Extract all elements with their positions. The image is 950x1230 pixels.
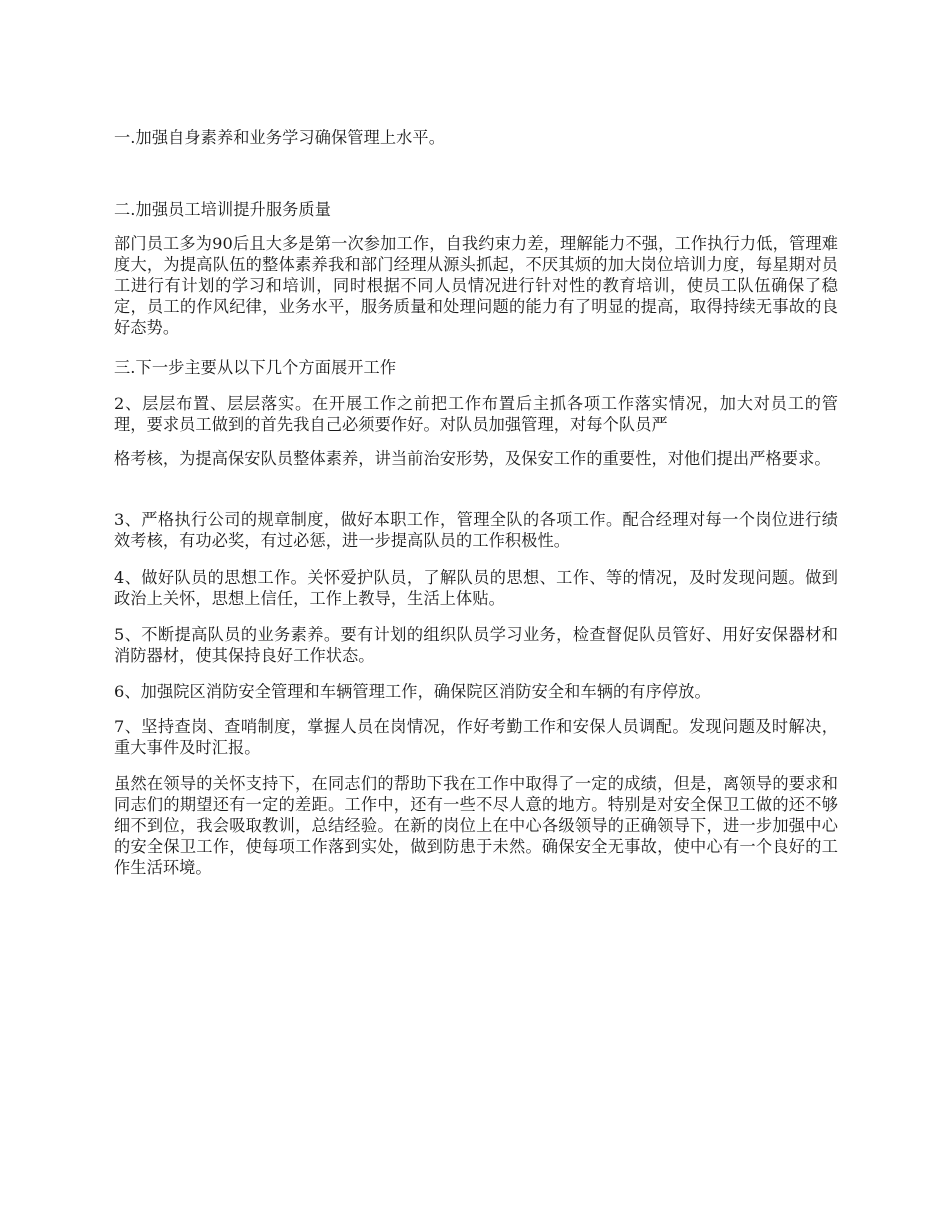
list-item-4: 4、做好队员的思想工作。关怀爱护队员，了解队员的思想、工作、等的情况，及时发现问题。做到政治上关怀，思想上信任，工作上教导，生活上体贴。 [114, 568, 838, 608]
list-item-7: 7、坚持查岗、查哨制度，掌握人员在岗情况，作好考勤工作和安保人员调配。发现问题及时解决，重大事件及时汇报。 [114, 717, 838, 757]
heading-section-3: 三.下一步主要从以下几个方面展开工作 [114, 358, 397, 377]
paragraph-conclusion: 虽然在领导的关怀支持下，在同志们的帮助下我在工作中取得了一定的成绩，但是，离领导的要求和同志们的期望还有一定的差距。工作中，还有一些不尽人意的地方。特别是对安全保卫工做的还不够细不到位，我会吸取教训，总结经验。在新的岗位上在中心各级领导的正确领导下，进一步加强中心的安全保卫工作，使每项工作落到实处，做到防患于未然。确保安全无事故，使中心有一个良好的工作生活环境。 [114, 774, 838, 877]
list-item-2: 2、层层布置、层层落实。在开展工作之前把工作布置后主抓各项工作落实情况，加大对员工的管理，要求员工做到的首先我自己必须要作好。对队员加强管理，对每个队员严 [114, 394, 838, 434]
list-item-3: 3、严格执行公司的规章制度，做好本职工作，管理全队的各项工作。配合经理对每一个岗位进行绩效考核，有功必奖，有过必惩，进一步提高队员的工作积极性。 [114, 510, 838, 550]
list-item-6: 6、加强院区消防安全管理和车辆管理工作，确保院区消防安全和车辆的有序停放。 [114, 682, 711, 701]
heading-section-2: 二.加强员工培训提升服务质量 [114, 200, 331, 219]
list-item-5: 5、不断提高队员的业务素养。要有计划的组织队员学习业务，检查督促队员管好、用好安保器材和消防器材，使其保持良好工作状态。 [114, 625, 838, 665]
paragraph-staff-training: 部门员工多为90后且大多是第一次参加工作，自我约束力差，理解能力不强，工作执行力低，管理难度大，为提高队伍的整体素养我和部门经理从源头抓起，不厌其烦的加大岗位培训力度，每星期对员工进行有计划的学习和培训，同时根据不同人员情况进行针对性的教育培训，使员工队伍确保了稳定，员工的作风纪律，业务水平，服务质量和处理问题的能力有了明显的提高，取得持续无事故的良好态势。 [114, 234, 838, 337]
heading-section-1: 一.加强自身素养和业务学习确保管理上水平。 [114, 128, 445, 147]
list-item-2-continued: 格考核，为提高保安队员整体素养，讲当前治安形势，及保安工作的重要性，对他们提出严格要求。 [114, 449, 831, 468]
